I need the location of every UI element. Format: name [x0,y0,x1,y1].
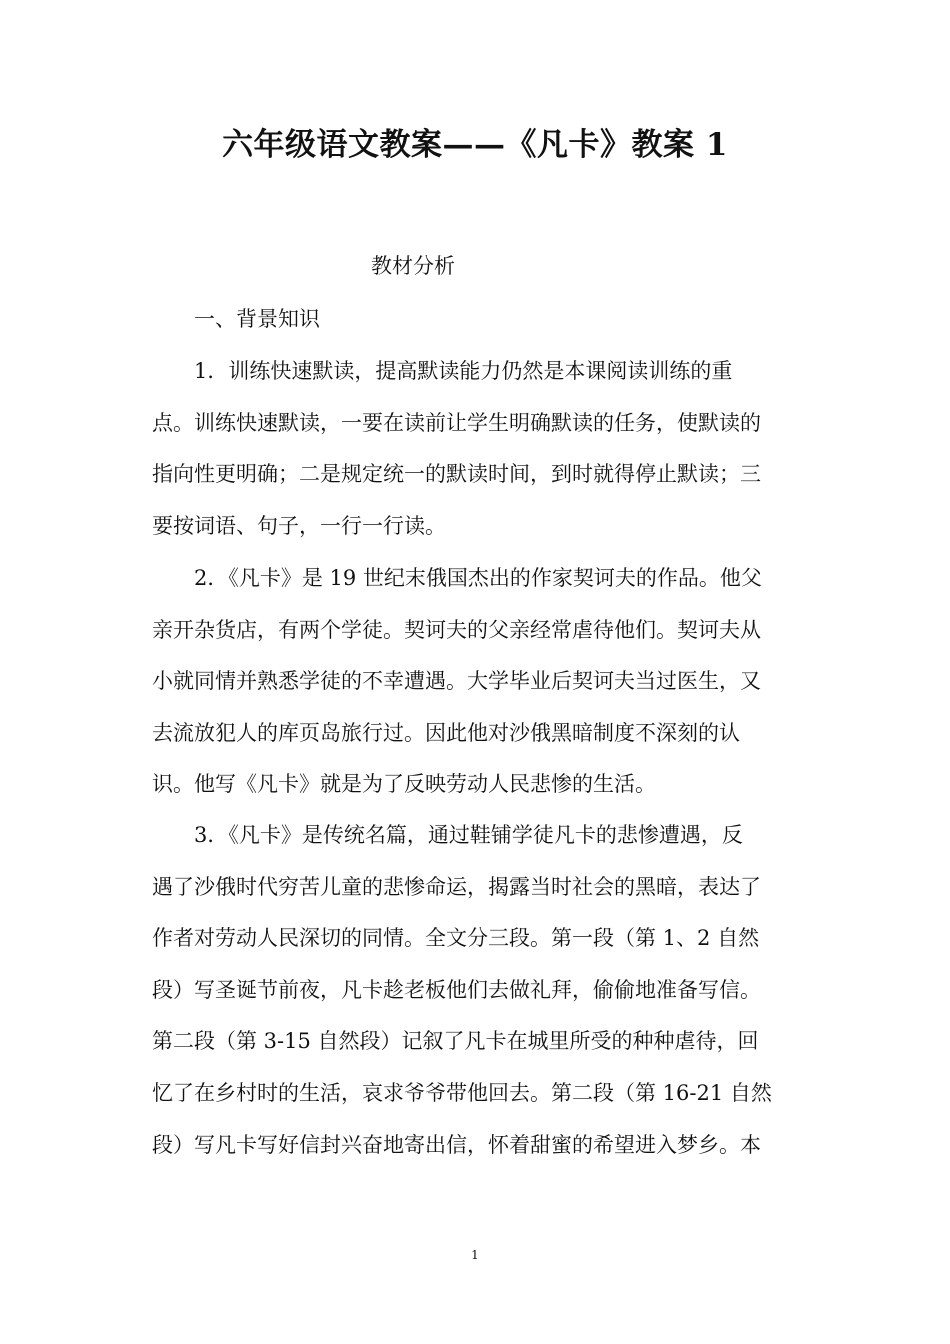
paragraph-line: 点。训练快速默读，一要在读前让学生明确默读的任务，使默读的 [152,410,761,435]
paragraph-line: 去流放犯人的库页岛旅行过。因此他对沙俄黑暗制度不深刻的认 [152,720,740,745]
paragraph-line: 1．训练快速默读，提高默读能力仍然是本课阅读训练的重 [194,359,733,383]
document-title: 六年级语文教案——《凡卡》教案 1 [222,127,728,163]
paragraph-line: 遇了沙俄时代穷苦儿童的悲惨命运，揭露当时社会的黑暗，表达了 [152,874,761,899]
paragraph-line: 忆了在乡村时的生活，哀求爷爷带他回去。第二段（第 16-21 自然 [152,1080,772,1105]
paragraph-line: 指向性更明确；二是规定统一的默读时间，到时就得停止默读；三 [152,462,761,487]
paragraph-line: 第二段（第 3-15 自然段）记叙了凡卡在城里所受的种种虐待，回 [152,1029,759,1054]
paragraph-line: 段）写圣诞节前夜，凡卡趁老板他们去做礼拜，偷偷地准备写信。 [152,977,761,1002]
subsection-heading: 一、背景知识 [194,307,320,331]
paragraph-line: 段）写凡卡写好信封兴奋地寄出信，怀着甜蜜的希望进入梦乡。本 [152,1132,761,1157]
paragraph-line: 作者对劳动人民深切的同情。全文分三段。第一段（第 1、2 自然 [152,926,760,951]
page-number: 1 [471,1248,479,1262]
paragraph-line: 识。他写《凡卡》就是为了反映劳动人民悲惨的生活。 [152,772,656,797]
paragraph-2 [152,553,800,811]
paragraph-3 [152,810,800,1171]
paragraph-line: 要按词语、句子，一行一行读。 [152,513,446,538]
paragraph-1 [152,346,800,552]
paragraph-line: 3．《凡卡》是传统名篇，通过鞋铺学徒凡卡的悲惨遭遇，反 [194,823,743,847]
paragraph-line: 亲开杂货店，有两个学徒。契诃夫的父亲经常虐待他们。契诃夫从 [152,617,761,642]
subsection-block [152,294,800,346]
paragraph-line: 小就同情并熟悉学徒的不幸遭遇。大学毕业后契诃夫当过医生，又 [152,669,761,694]
section-heading: 教材分析 [371,254,455,278]
paragraph-line: 2．《凡卡》是 19 世纪末俄国杰出的作家契诃夫的作品。他父 [194,566,762,590]
